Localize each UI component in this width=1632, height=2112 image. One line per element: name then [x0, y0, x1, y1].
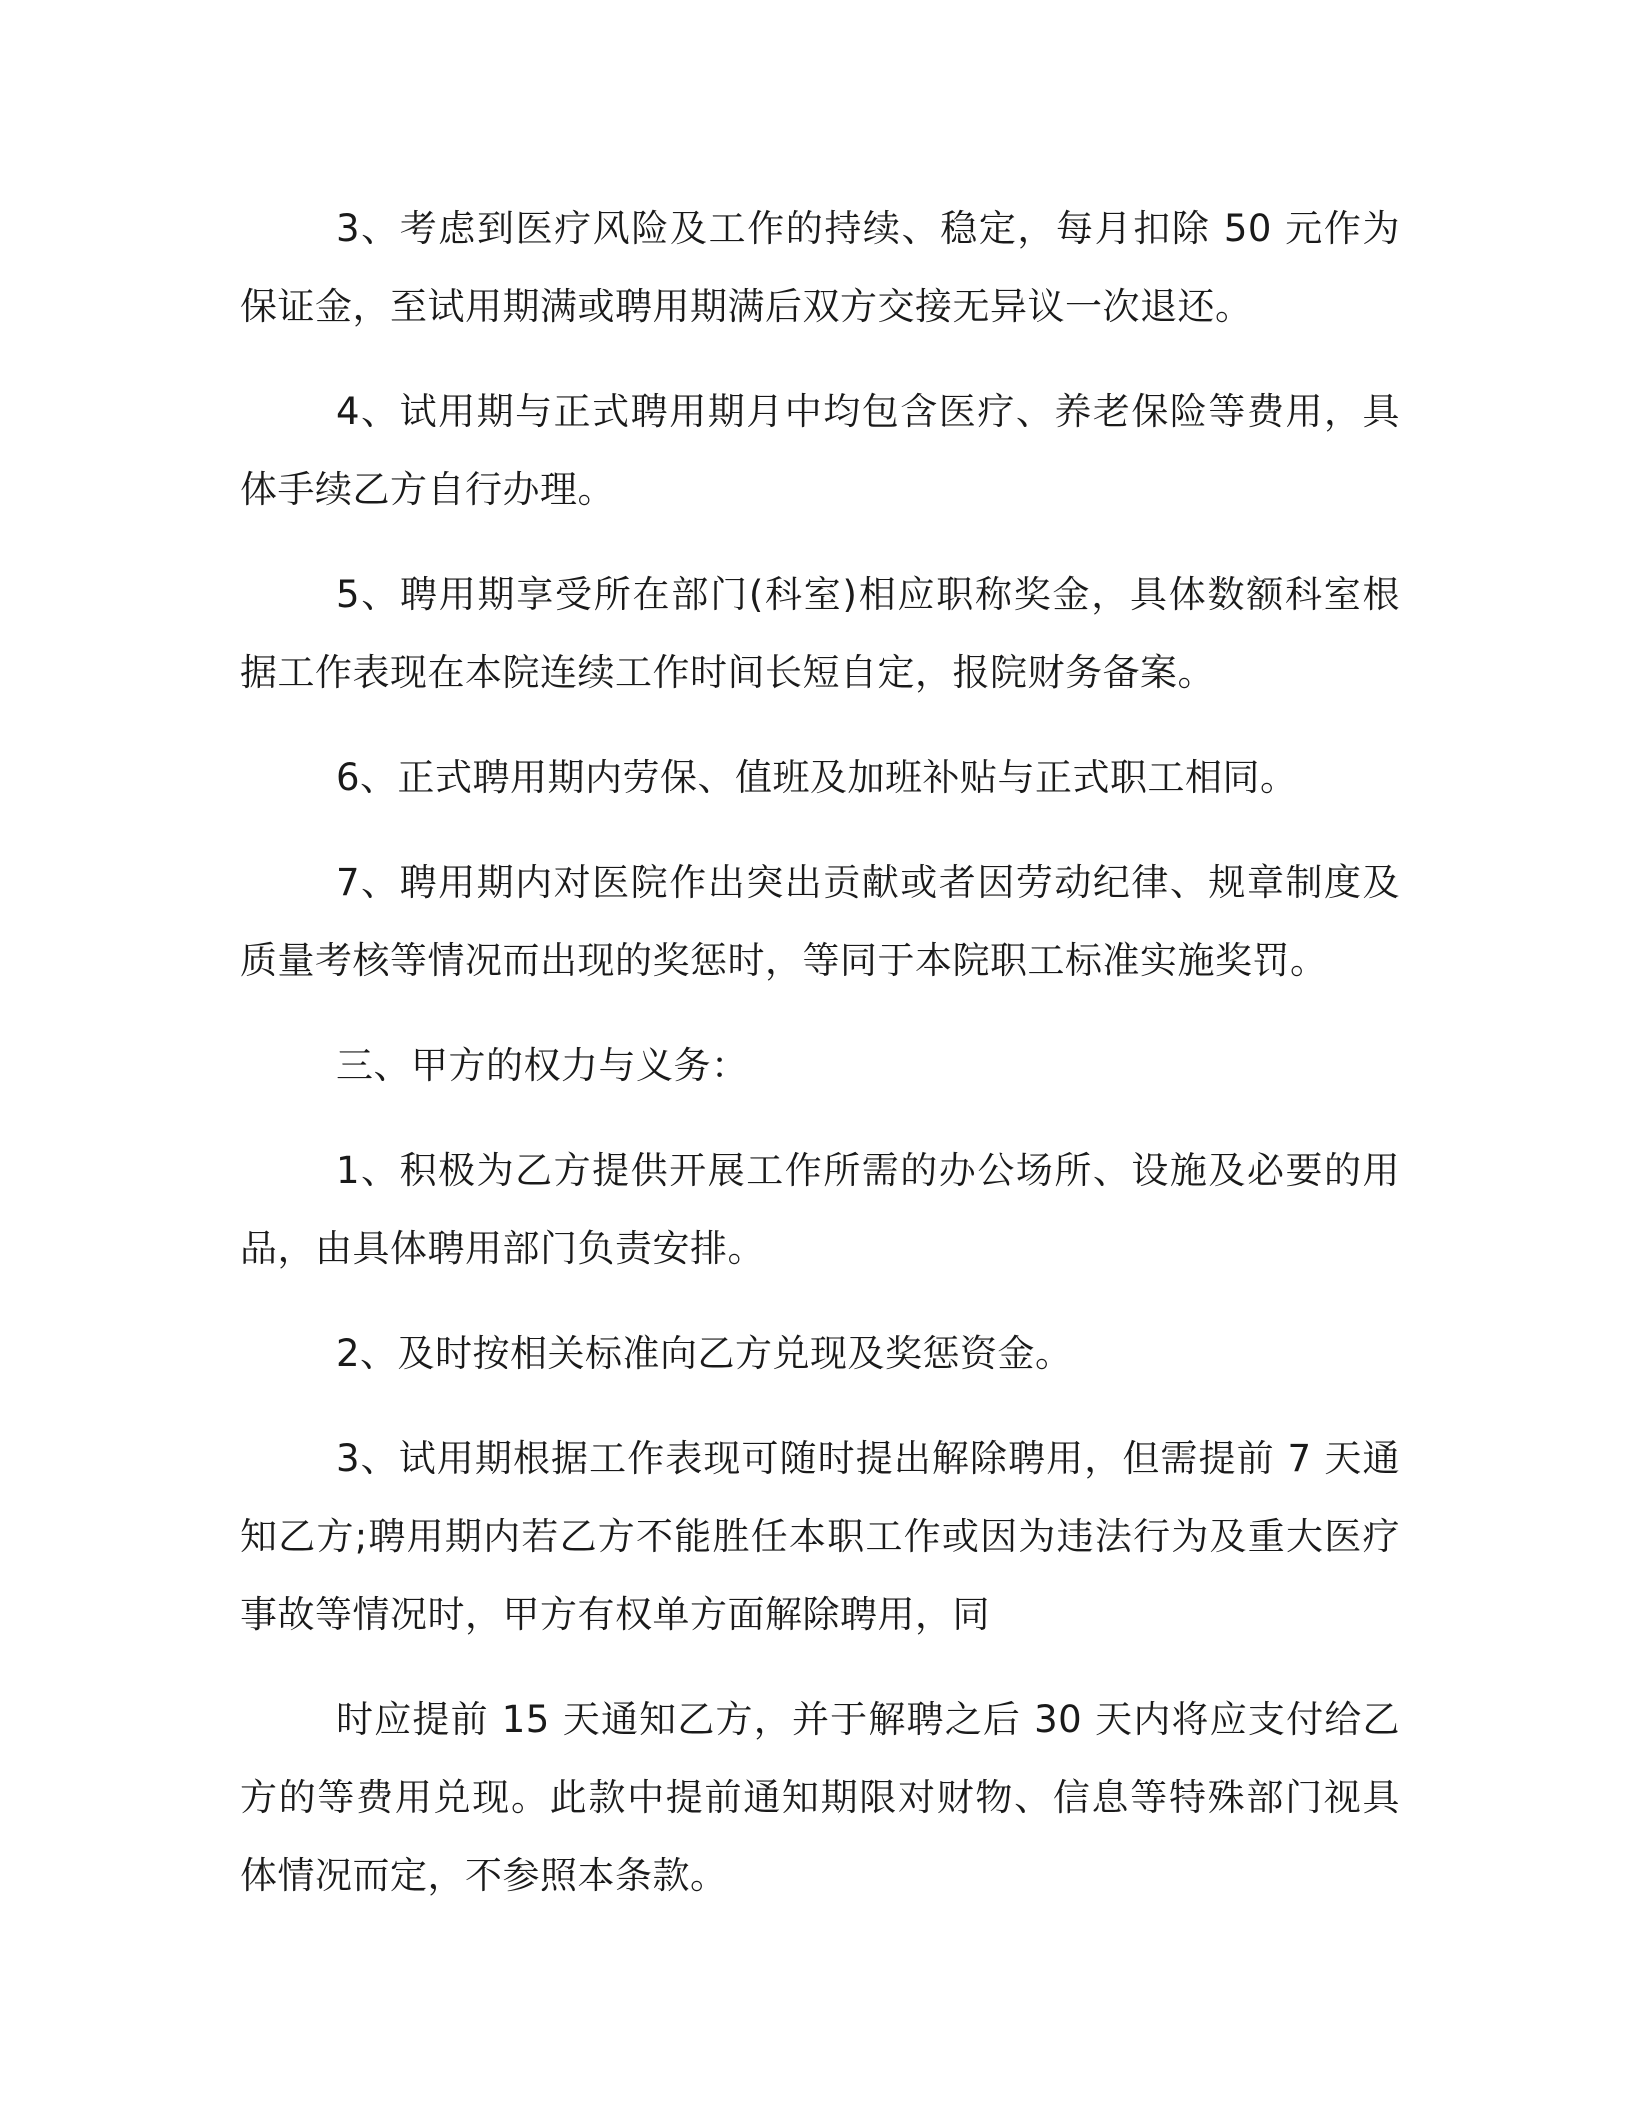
- clause-7-rewards: 7、聘用期内对医院作出突出贡献或者因劳动纪律、规章制度及质量考核等情况而出现的奖惩时，等同于本院职工标准实施奖罚。: [240, 861, 1400, 982]
- clause-5-bonus: 5、聘用期享受所在部门(科室)相应职称奖金，具体数额科室根据工作表现在本院连续工作时间长短自定，报院财务备案。: [240, 573, 1400, 694]
- section-heading-party-a: 三、甲方的权力与义务：: [336, 1044, 749, 1087]
- document-body: [240, 190, 1400, 1942]
- party-a-clause-1: 1、积极为乙方提供开展工作所需的办公场所、设施及必要的用品，由具体聘用部门负责安排。: [240, 1149, 1400, 1270]
- clause-6-allowance: 6、正式聘用期内劳保、值班及加班补贴与正式职工相同。: [336, 756, 1298, 799]
- clause-4-insurance: 4、试用期与正式聘用期月中均包含医疗、养老保险等费用，具体手续乙方自行办理。: [240, 390, 1400, 511]
- party-a-clause-2: 2、及时按相关标准向乙方兑现及奖惩资金。: [336, 1332, 1073, 1375]
- clause-3-deposit: 3、考虑到医疗风险及工作的持续、稳定，每月扣除 50 元作为保证金，至试用期满或聘用期满后双方交接无异议一次退还。: [240, 207, 1400, 328]
- party-a-clause-3-continued: 时应提前 15 天通知乙方，并于解聘之后 30 天内将应支付给乙方的等费用兑现。此款中提前通知期限对财物、信息等特殊部门视具体情况而定，不参照本条款。: [240, 1698, 1400, 1897]
- party-a-clause-3: 3、试用期根据工作表现可随时提出解除聘用，但需提前 7 天通知乙方;聘用期内若乙方不能胜任本职工作或因为违法行为及重大医疗事故等情况时，甲方有权单方面解除聘用，同: [240, 1437, 1400, 1636]
